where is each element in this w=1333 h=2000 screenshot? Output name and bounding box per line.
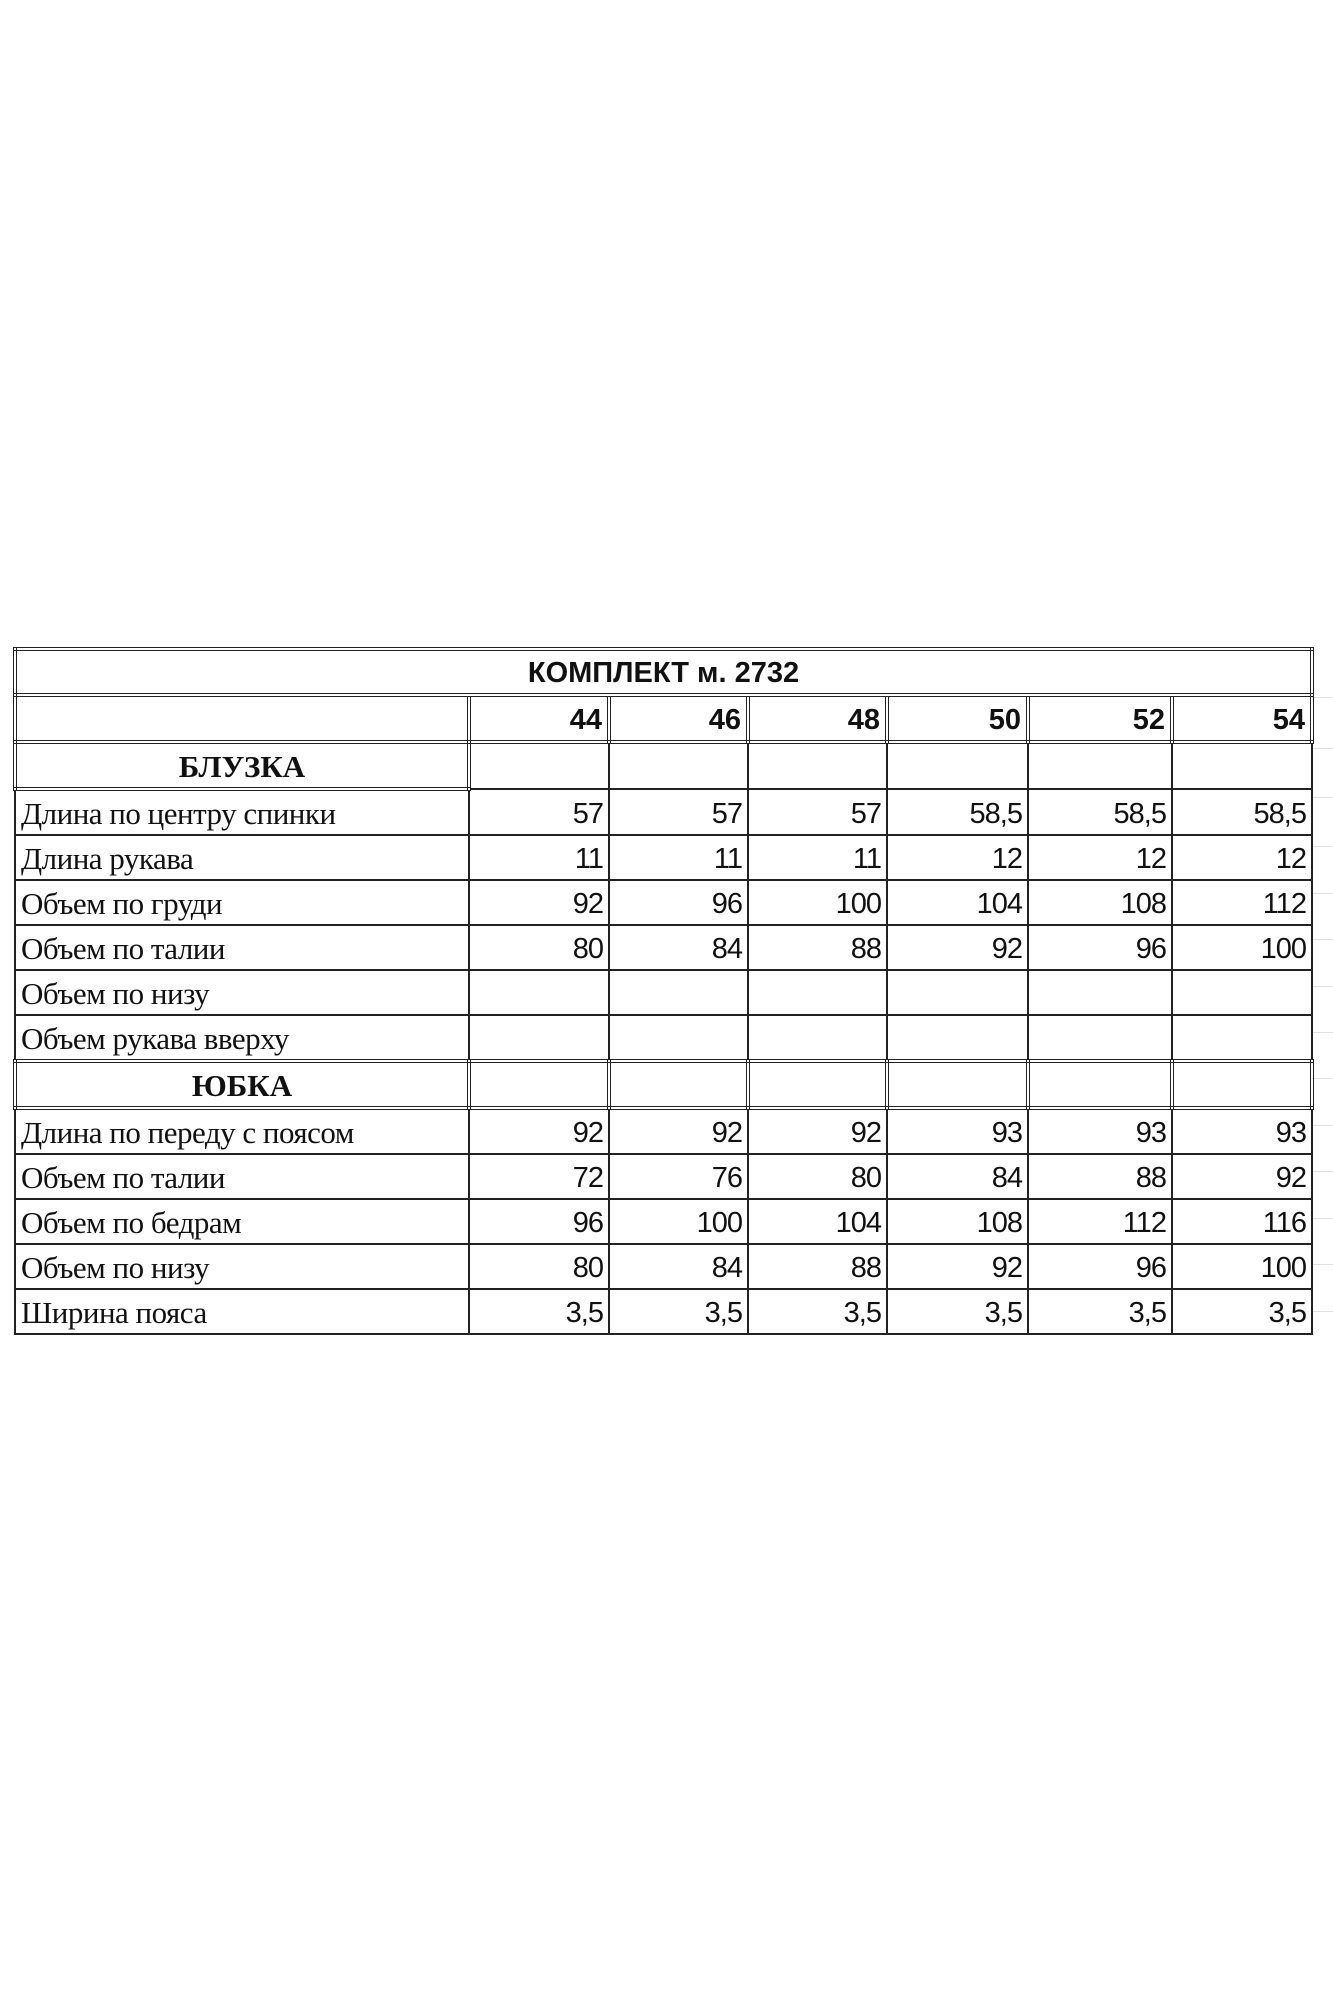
measurement-value: 88 [748, 925, 887, 970]
measurement-value: 57 [609, 789, 748, 835]
measurement-value: 93 [1028, 1108, 1172, 1154]
empty-cell [609, 1061, 748, 1108]
measurement-value: 84 [887, 1154, 1028, 1199]
measurement-value: 93 [887, 1108, 1028, 1154]
measurement-label: Объем по бедрам [15, 1199, 469, 1244]
section-row [15, 742, 1312, 789]
measurement-label: Ширина пояса [15, 1289, 469, 1334]
measurement-value: 116 [1172, 1199, 1312, 1244]
measurement-label: Длина по переду с поясом [15, 1108, 469, 1154]
table-row [15, 880, 1312, 925]
measurement-value [1172, 1015, 1312, 1061]
table-row [15, 925, 1312, 970]
measurement-value [469, 1015, 609, 1061]
measurement-value: 11 [609, 835, 748, 880]
empty-cell [609, 742, 748, 789]
measurement-value: 112 [1172, 880, 1312, 925]
measurement-value: 58,5 [887, 789, 1028, 835]
gridline [1312, 748, 1333, 749]
measurement-value: 108 [1028, 880, 1172, 925]
measurement-value: 96 [469, 1199, 609, 1244]
measurement-label: Объем рукава вверху [15, 1015, 469, 1061]
measurement-value: 92 [748, 1108, 887, 1154]
measurement-label: Длина по центру спинки [15, 789, 469, 835]
measurement-value: 12 [1172, 835, 1312, 880]
size-header-48: 48 [748, 695, 887, 742]
empty-cell [887, 742, 1028, 789]
table-row [15, 1199, 1312, 1244]
table-title: КОМПЛЕКТ м. 2732 [15, 649, 1312, 695]
measurement-value [1028, 1015, 1172, 1061]
measurement-value [469, 970, 609, 1015]
size-header-44: 44 [469, 695, 609, 742]
table-row [15, 970, 1312, 1015]
measurement-value: 3,5 [748, 1289, 887, 1334]
measurement-value: 84 [609, 1244, 748, 1289]
table-row [15, 1289, 1312, 1334]
gridline [1312, 1032, 1333, 1033]
measurement-value: 72 [469, 1154, 609, 1199]
empty-header-cell [15, 695, 469, 742]
size-chart-table [13, 647, 1314, 1335]
measurement-value: 92 [609, 1108, 748, 1154]
measurement-value: 3,5 [469, 1289, 609, 1334]
measurement-value: 12 [1028, 835, 1172, 880]
measurement-value: 84 [609, 925, 748, 970]
measurement-value [1172, 970, 1312, 1015]
measurement-value: 57 [469, 789, 609, 835]
section-title: БЛУЗКА [15, 742, 469, 789]
measurement-value: 11 [748, 835, 887, 880]
measurement-value: 104 [887, 880, 1028, 925]
size-header-46: 46 [609, 695, 748, 742]
measurement-value [609, 1015, 748, 1061]
measurement-value: 92 [469, 880, 609, 925]
measurement-label: Длина рукава [15, 835, 469, 880]
table-row [15, 789, 1312, 835]
measurement-value: 76 [609, 1154, 748, 1199]
empty-cell [887, 1061, 1028, 1108]
measurement-value: 96 [1028, 1244, 1172, 1289]
empty-cell [748, 742, 887, 789]
size-header-52: 52 [1028, 695, 1172, 742]
measurement-value: 11 [469, 835, 609, 880]
table-row [15, 1108, 1312, 1154]
measurement-value [1028, 970, 1172, 1015]
measurement-value: 3,5 [1172, 1289, 1312, 1334]
gridline [1312, 846, 1333, 847]
measurement-label: Объем по талии [15, 925, 469, 970]
measurement-value: 80 [469, 1244, 609, 1289]
measurement-value: 100 [1172, 925, 1312, 970]
size-header-50: 50 [887, 695, 1028, 742]
empty-cell [469, 1061, 609, 1108]
table-row [15, 1154, 1312, 1199]
measurement-value: 3,5 [609, 1289, 748, 1334]
gridline [1312, 1264, 1333, 1265]
empty-cell [1172, 742, 1312, 789]
measurement-value: 100 [609, 1199, 748, 1244]
size-header-row [15, 695, 1312, 742]
measurement-value: 92 [887, 925, 1028, 970]
measurement-value: 96 [609, 880, 748, 925]
measurement-label: Объем по низу [15, 970, 469, 1015]
measurement-value [887, 970, 1028, 1015]
measurement-value: 92 [1172, 1154, 1312, 1199]
measurement-value: 58,5 [1028, 789, 1172, 835]
gridline [1312, 939, 1333, 940]
measurement-value [748, 970, 887, 1015]
measurement-value: 3,5 [887, 1289, 1028, 1334]
empty-cell [469, 742, 609, 789]
measurement-value [887, 1015, 1028, 1061]
table-row [15, 835, 1312, 880]
measurement-value: 58,5 [1172, 789, 1312, 835]
measurement-value [609, 970, 748, 1015]
measurement-value: 80 [748, 1154, 887, 1199]
gridline [1312, 697, 1333, 698]
empty-cell [1172, 1061, 1312, 1108]
measurement-label: Объем по низу [15, 1244, 469, 1289]
measurement-value: 92 [469, 1108, 609, 1154]
gridline [1312, 986, 1333, 987]
measurement-value: 104 [748, 1199, 887, 1244]
gridline [1312, 1218, 1333, 1219]
measurement-label: Объем по груди [15, 880, 469, 925]
table-row [15, 1244, 1312, 1289]
measurement-value: 93 [1172, 1108, 1312, 1154]
measurement-value: 96 [1028, 925, 1172, 970]
measurement-value: 88 [1028, 1154, 1172, 1199]
measurement-value: 108 [887, 1199, 1028, 1244]
title-row [15, 649, 1312, 695]
measurement-value: 100 [748, 880, 887, 925]
measurement-value: 112 [1028, 1199, 1172, 1244]
measurement-value: 100 [1172, 1244, 1312, 1289]
measurement-value: 92 [887, 1244, 1028, 1289]
table-row [15, 1015, 1312, 1061]
gridline [1312, 1171, 1333, 1172]
empty-cell [1028, 1061, 1172, 1108]
measurement-value: 12 [887, 835, 1028, 880]
measurement-value: 88 [748, 1244, 887, 1289]
size-header-54: 54 [1172, 695, 1312, 742]
section-row [15, 1061, 1312, 1108]
gridline [1312, 1311, 1333, 1312]
gridline [1312, 797, 1333, 798]
measurement-value: 80 [469, 925, 609, 970]
gridline [1312, 893, 1333, 894]
empty-cell [1028, 742, 1172, 789]
gridline [1312, 1078, 1333, 1079]
measurement-value [748, 1015, 887, 1061]
measurement-value: 3,5 [1028, 1289, 1172, 1334]
gridline [1312, 1125, 1333, 1126]
measurement-label: Объем по талии [15, 1154, 469, 1199]
section-title: ЮБКА [15, 1061, 469, 1108]
measurement-value: 57 [748, 789, 887, 835]
empty-cell [748, 1061, 887, 1108]
